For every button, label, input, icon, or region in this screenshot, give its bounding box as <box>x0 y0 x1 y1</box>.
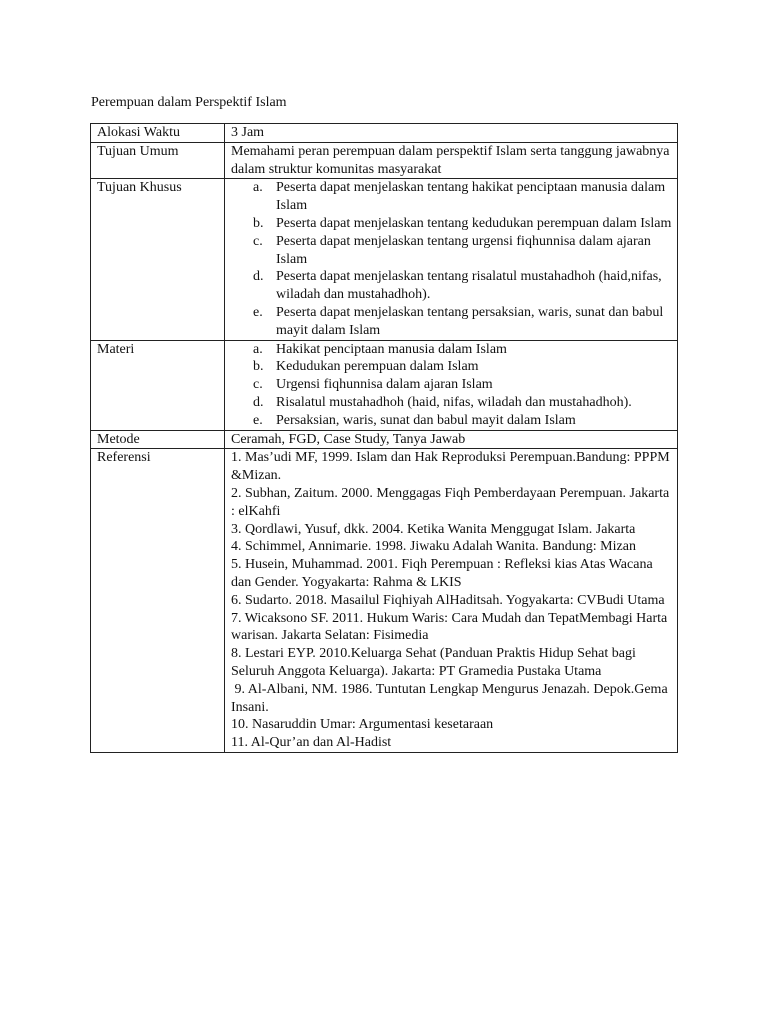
materi-list <box>231 341 673 430</box>
label-materi: Materi <box>91 340 225 430</box>
value-metode: Ceramah, FGD, Case Study, Tanya Jawab <box>225 430 678 449</box>
list-item <box>253 233 673 269</box>
reference-item: 6. Sudarto. 2018. Masailul Fiqhiyah AlHaditsah. Yogyakarta: CVBudi Utama <box>231 592 665 608</box>
list-item-text: Peserta dapat menjelaskan tentang hakikat penciptaan manusia dalam Islam <box>276 180 666 214</box>
list-item <box>253 358 673 376</box>
value-tujuan-umum: Memahami peran perempuan dalam perspektif Islam serta tanggung jawabnya dalam struktur komunitas masyarakat <box>225 142 678 179</box>
row-materi <box>91 340 678 430</box>
label-alokasi-waktu: Alokasi Waktu <box>91 124 225 143</box>
syllabus-table <box>90 123 678 753</box>
reference-item: 3. Qordlawi, Yusuf, dkk. 2004. Ketika Wanita Menggugat Islam. Jakarta <box>231 521 636 537</box>
list-item-text: Kedudukan perempuan dalam Islam <box>276 359 479 375</box>
list-item <box>253 376 673 394</box>
reference-item: 1. Mas’udi MF, 1999. Islam dan Hak Reproduksi Perempuan.Bandung: PPPM &Mizan. <box>231 450 670 484</box>
list-item <box>253 268 673 304</box>
label-metode: Metode <box>91 430 225 449</box>
list-marker: e. <box>253 412 263 428</box>
row-tujuan-khusus <box>91 179 678 340</box>
list-item-text: Peserta dapat menjelaskan tentang persaksian, waris, sunat dan babul mayit dalam Islam <box>276 304 664 338</box>
list-marker: b. <box>253 215 264 231</box>
list-item <box>253 304 673 340</box>
reference-item: 10. Nasaruddin Umar: Argumentasi kesetaraan <box>231 717 494 733</box>
list-marker: a. <box>253 341 263 357</box>
label-tujuan-khusus: Tujuan Khusus <box>91 179 225 340</box>
label-tujuan-umum: Tujuan Umum <box>91 142 225 179</box>
value-alokasi-waktu: 3 Jam <box>225 124 678 143</box>
value-tujuan-khusus <box>225 179 678 340</box>
list-item-text: Peserta dapat menjelaskan tentang urgensi fiqhunnisa dalam ajaran Islam <box>276 233 651 267</box>
list-item-text: Persaksian, waris, sunat dan babul mayit dalam Islam <box>276 412 576 428</box>
list-item-text: Urgensi fiqhunnisa dalam ajaran Islam <box>276 377 493 393</box>
list-item <box>253 179 673 215</box>
list-marker: c. <box>253 377 263 393</box>
list-item <box>253 394 673 412</box>
list-item-text: Peserta dapat menjelaskan tentang kedudukan perempuan dalam Islam <box>276 215 672 231</box>
list-item <box>253 215 673 233</box>
list-item <box>253 341 673 359</box>
list-item-text: Peserta dapat menjelaskan tentang risalatul mustahadhoh (haid,nifas, wiladah dan mustahadhoh). <box>276 269 662 303</box>
reference-item: 5. Husein, Muhammad. 2001. Fiqh Perempuan : Refleksi kias Atas Wacana dan Gender. Yogyakarta: Rahma & LKIS <box>231 557 653 590</box>
row-referensi <box>91 449 678 753</box>
list-marker: b. <box>253 359 264 375</box>
row-alokasi-waktu <box>91 124 678 143</box>
row-metode <box>91 430 678 449</box>
reference-item: 2. Subhan, Zaitum. 2000. Menggagas Fiqh Pemberdayaan Perempuan. Jakarta : elKahfi <box>231 485 670 519</box>
reference-item: 7. Wicaksono SF. 2011. Hukum Waris: Cara Mudah dan TepatMembagi Harta warisan. Jakarta Selatan: Fisimedia <box>231 610 668 644</box>
reference-item: 8. Lestari EYP. 2010.Keluarga Sehat (Panduan Praktis Hidup Sehat bagi Seluruh Anggota Keluarga). Jakarta: PT Gramedia Pustaka Utama <box>231 646 636 679</box>
list-marker: c. <box>253 233 263 249</box>
list-marker: d. <box>253 394 264 410</box>
list-marker: e. <box>253 304 263 320</box>
document-title: Perempuan dalam Perspektif Islam <box>91 95 287 110</box>
list-item-text: Hakikat penciptaan manusia dalam Islam <box>276 341 507 357</box>
row-tujuan-umum <box>91 142 678 179</box>
list-marker: a. <box>253 180 263 196</box>
value-referensi <box>225 449 678 753</box>
reference-item: 4. Schimmel, Annimarie. 1998. Jiwaku Adalah Wanita. Bandung: Mizan <box>231 539 636 555</box>
reference-item: 9. Al-Albani, NM. 1986. Tuntutan Lengkap Mengurus Jenazah. Depok.Gema Insani. <box>231 681 672 715</box>
value-materi <box>225 340 678 430</box>
reference-item: 11. Al-Qur’an dan Al-Hadist <box>231 735 392 751</box>
tujuan-khusus-list <box>231 179 673 339</box>
list-item-text: Risalatul mustahadhoh (haid, nifas, wiladah dan mustahadhoh). <box>276 394 632 410</box>
list-marker: d. <box>253 269 264 285</box>
label-referensi: Referensi <box>91 449 225 753</box>
list-item <box>253 412 673 430</box>
